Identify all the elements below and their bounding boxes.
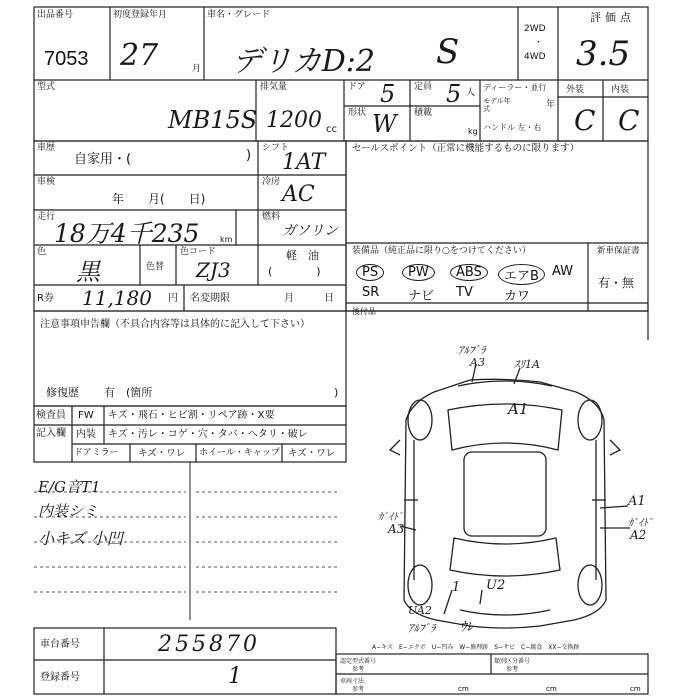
yen-unit: 円 bbox=[168, 293, 178, 304]
handwritten-note-2: 内装シミ bbox=[38, 502, 99, 520]
insurance-value: 有・無 bbox=[598, 276, 635, 290]
mark-right-3: A2 bbox=[630, 528, 647, 542]
fw-items: キズ・飛石・ヒビ割・リペア跡・X要 bbox=[108, 410, 275, 421]
grade: S bbox=[436, 32, 460, 72]
dim-label: 車両寸法 bbox=[340, 678, 365, 685]
rename-label: 名変期限 bbox=[190, 293, 230, 304]
displacement: 1200 bbox=[266, 108, 322, 133]
ac: AC bbox=[282, 182, 315, 207]
history-close: ) bbox=[246, 148, 252, 163]
dim-cm-2: cm bbox=[546, 685, 557, 693]
interior-check-label: 内装 bbox=[76, 429, 96, 440]
inspector-label-1: 検査員 bbox=[36, 410, 66, 421]
mark-bottom-3: UA2 bbox=[408, 604, 432, 617]
chassis-label: 車台番号 bbox=[40, 639, 80, 650]
cert-label: 認定型式番号 bbox=[340, 658, 377, 665]
equipment-item: PS bbox=[356, 264, 384, 281]
reg-year: 27 bbox=[120, 38, 159, 73]
class-label: 類別区分番号 bbox=[494, 658, 531, 665]
wheel-label: ホイール・キャップ bbox=[199, 448, 280, 458]
drive-2wd: 2WD bbox=[524, 24, 546, 34]
color-code: ZJ3 bbox=[196, 258, 231, 282]
color-change-label: 色替 bbox=[146, 262, 165, 272]
color: 黒 bbox=[76, 258, 100, 286]
lot-no: 7053 bbox=[44, 48, 89, 70]
history-label: 車歴 bbox=[37, 143, 56, 153]
inspection-label: 車検 bbox=[37, 177, 56, 187]
mirror-label: ドアミラー bbox=[74, 448, 119, 458]
equipment-item: TV bbox=[456, 285, 473, 300]
mark-bottom-2: 1 bbox=[452, 580, 461, 595]
name-label: 車名・グレード bbox=[207, 10, 271, 20]
inspection-fields: 年 月( 日) bbox=[112, 192, 206, 206]
mark-roof: A1 bbox=[508, 400, 529, 418]
displacement-label: 排気量 bbox=[260, 82, 288, 92]
shape: W bbox=[372, 110, 397, 138]
plate-label: 登録番号 bbox=[40, 672, 80, 683]
equipment-item: ABS bbox=[450, 264, 488, 281]
mark-bottom-1: U2 bbox=[486, 578, 506, 593]
capacity-unit: 人 bbox=[466, 88, 476, 98]
diesel: 軽 油 bbox=[286, 249, 319, 262]
history-value: 自家用・( bbox=[74, 152, 132, 167]
insurance-label: 新車保証書 bbox=[597, 246, 640, 256]
repair-close: ) bbox=[334, 386, 339, 399]
car-name: デリカD:2 bbox=[232, 44, 375, 79]
fuel-label: 燃料 bbox=[262, 212, 281, 222]
interior-label: 内装 bbox=[611, 85, 630, 95]
lot-no-label: 出品番号 bbox=[37, 10, 74, 20]
fw-label: FW bbox=[78, 410, 94, 421]
equipment-item: SR bbox=[362, 285, 380, 300]
dim-sub: 参考 bbox=[352, 686, 365, 693]
handwritten-note-1: E/G音T1 bbox=[38, 478, 101, 496]
recycle-label: R券 bbox=[37, 293, 54, 304]
model-year-label: モデル年式 bbox=[483, 97, 511, 113]
dealer-label: ディーラー・並行 bbox=[483, 83, 547, 92]
recycle: 11,180 bbox=[82, 286, 152, 310]
notes-label: 注意事項申告欄（不具合内容等は具体的に記入して下さい） bbox=[40, 319, 310, 330]
mark-left-2: A3 bbox=[388, 522, 405, 536]
doors: 5 bbox=[380, 80, 396, 108]
model-label: 型式 bbox=[37, 82, 56, 92]
shift: 1AT bbox=[282, 150, 326, 175]
drive-sep: ・ bbox=[534, 38, 544, 48]
class-sub: 参考 bbox=[506, 666, 519, 673]
repair-value: 有 (箇所 bbox=[104, 386, 153, 399]
shape-label: 形状 bbox=[348, 108, 367, 118]
km-unit: km bbox=[220, 235, 233, 244]
aftermarket-label: 後付品 bbox=[352, 307, 376, 316]
equipment-item: エアB bbox=[498, 264, 545, 285]
rename-month-day: 月 日 bbox=[284, 293, 334, 304]
score: 3.5 bbox=[576, 34, 631, 74]
mirror-items: キズ・ワレ bbox=[138, 448, 186, 459]
reg-month-unit: 月 bbox=[192, 64, 202, 74]
mileage-label: 走行 bbox=[37, 212, 56, 222]
damage-legend: A−キズ E−エクボ U−凹み W−修理跡 S−サビ C−腐食 XX−交換跡 bbox=[372, 644, 580, 651]
dim-cm-3: cm bbox=[630, 685, 641, 693]
selling-points-label: セールスポイント（正常に機能するものに限ります） bbox=[352, 143, 580, 154]
model: MB15S bbox=[168, 106, 258, 134]
dim-cm-1: cm bbox=[458, 685, 469, 693]
cert-sub: 参考 bbox=[352, 666, 365, 673]
equipment-item: AW bbox=[552, 264, 574, 279]
equipment-item: ナビ bbox=[408, 289, 435, 304]
capacity: 5 bbox=[446, 80, 462, 108]
mark-top-1: ｱﾙﾌﾞﾗ bbox=[458, 344, 486, 357]
year-unit: 年 bbox=[546, 100, 556, 110]
mark-top-1b: A3 bbox=[470, 356, 485, 369]
doors-label: ドア bbox=[348, 82, 366, 92]
mark-right-2: ｶﾞｲﾄﾞ bbox=[628, 518, 653, 529]
mark-right-1: A1 bbox=[628, 494, 646, 509]
color-code-label: 色コード bbox=[180, 247, 217, 257]
interior-items: キズ・汚レ・コゲ・穴・タバ・ヘタリ・破レ bbox=[108, 429, 308, 440]
plate-no: 1 bbox=[228, 664, 242, 689]
shift-label: シフト bbox=[262, 143, 290, 153]
cc-unit: cc bbox=[326, 124, 337, 135]
handwritten-note-3: 小キズ 小凹 bbox=[38, 529, 123, 548]
ac-label: 冷房 bbox=[262, 177, 281, 187]
chassis-no: 255870 bbox=[158, 632, 260, 657]
mark-top-2: ｽﾘ1A bbox=[514, 358, 540, 371]
fuel-paren: ( ) bbox=[268, 265, 321, 278]
mark-bottom-4: ｱﾙﾌﾞﾗ bbox=[408, 622, 436, 635]
equipment-item: PW bbox=[402, 264, 435, 281]
exterior-grade: C bbox=[574, 104, 596, 137]
color-label: 色 bbox=[37, 247, 47, 257]
interior-grade: C bbox=[618, 104, 640, 137]
equipment-item: カワ bbox=[504, 289, 531, 304]
capacity-label: 定員 bbox=[414, 82, 433, 92]
load-unit: kg bbox=[468, 127, 478, 136]
load-label: 積載 bbox=[414, 108, 433, 118]
score-label: 評価点 bbox=[590, 11, 635, 24]
exterior-label: 外装 bbox=[566, 85, 585, 95]
equipment-label: 装備品（純正品に限り○をつけてください） bbox=[352, 246, 531, 256]
inspector-label-2: 記入欄 bbox=[36, 428, 66, 439]
mileage: 18万4千235 bbox=[54, 219, 200, 248]
mark-bottom-5: ｳﾚ bbox=[460, 620, 473, 635]
mark-left-1: ｶﾞｲﾄﾞ bbox=[378, 512, 403, 523]
drive-4wd: 4WD bbox=[524, 52, 546, 62]
repair-label: 修復歴 bbox=[46, 386, 79, 399]
reg-year-label: 初度登録年月 bbox=[113, 10, 168, 20]
fuel: ガソリン bbox=[282, 223, 338, 239]
handle-label: ハンドル 左・右 bbox=[483, 123, 542, 132]
wheel-items: キズ・ワレ bbox=[288, 448, 336, 459]
